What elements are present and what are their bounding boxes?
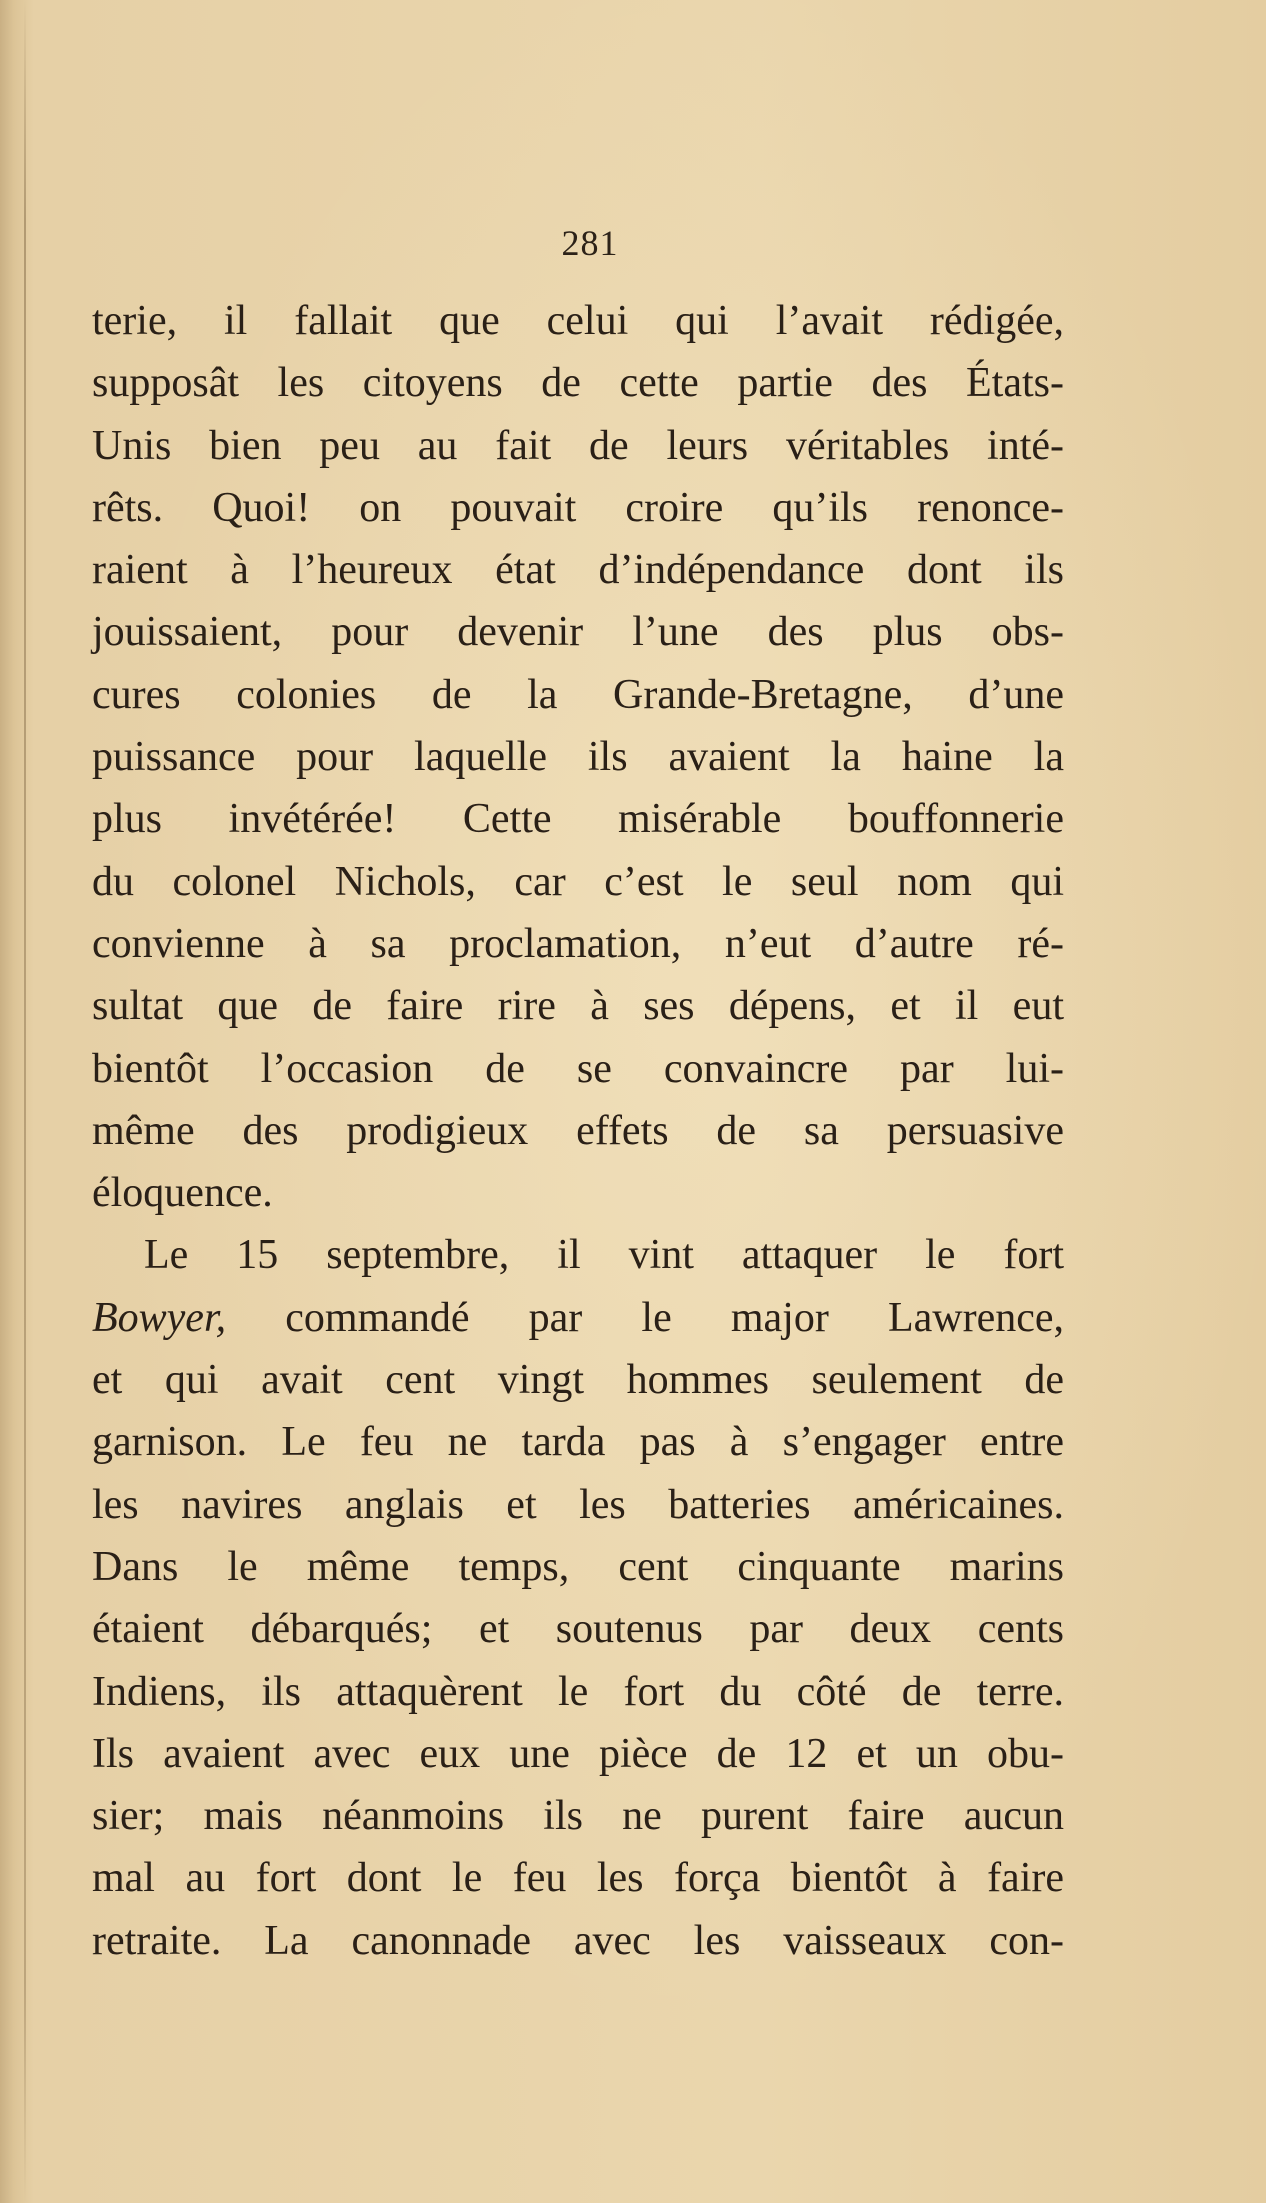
text-line: bientôt l’occasion de se convaincre par lui- — [92, 1045, 1064, 1092]
text-line: sier; mais néanmoins ils ne purent faire aucun — [92, 1793, 1064, 1840]
text-line: garnison. Le feu ne tarda pas à s’engager entre — [92, 1419, 1064, 1466]
text-line: rêts. Quoi! on pouvait croire qu’ils renonce- — [92, 484, 1064, 531]
text-line: du colonel Nichols, car c’est le seul nom qui — [92, 858, 1064, 905]
text-line: supposât les citoyens de cette partie des États- — [92, 360, 1064, 407]
text-line: convienne à sa proclamation, n’eut d’autre ré- — [92, 920, 1064, 967]
text-line: et qui avait cent vingt hommes seulement de — [92, 1357, 1064, 1404]
text-line: puissance pour laquelle ils avaient la haine la — [92, 734, 1064, 781]
fort-name: Bowyer, — [92, 1294, 227, 1341]
text-line: Ils avaient avec eux une pièce de 12 et un obu- — [92, 1730, 1064, 1777]
text-line: Dans le même temps, cent cinquante marins — [92, 1543, 1064, 1590]
text-line-with-emphasis — [92, 1287, 1064, 1349]
text-line: raient à l’heureux état d’indépendance dont ils — [92, 547, 1064, 594]
page-number: 281 — [561, 223, 619, 263]
text-line: Unis bien peu au fait de leurs véritables inté- — [92, 422, 1064, 469]
text-line: plus invétérée! Cette misérable bouffonnerie — [92, 796, 1064, 843]
text-line: mal au fort dont le feu les força bientôt à faire — [92, 1855, 1064, 1902]
text-line: Indiens, ils attaquèrent le fort du côté de terre. — [92, 1668, 1064, 1715]
text-line: sultat que de faire rire à ses dépens, et il eut — [92, 983, 1064, 1030]
text-line: cures colonies de la Grande-Bretagne, d’une — [92, 671, 1064, 718]
text-line: éloquence. — [92, 1170, 273, 1217]
text-line: Le 15 septembre, il vint attaquer le fort — [144, 1232, 1064, 1279]
text-line-rest: commandé par le major Lawrence, — [285, 1294, 1064, 1341]
text-line: terie, il fallait que celui qui l’avait rédigée, — [92, 298, 1064, 344]
text-line: jouissaient, pour devenir l’une des plus obs- — [92, 609, 1064, 656]
body-text — [92, 290, 1064, 1972]
binding-gutter — [24, 0, 26, 2203]
text-line: retraite. La canonnade avec les vaisseaux con- — [92, 1917, 1064, 1964]
text-line: même des prodigieux effets de sa persuasive — [92, 1107, 1064, 1154]
text-line: les navires anglais et les batteries américaines. — [92, 1481, 1064, 1528]
text-line: étaient débarqués; et soutenus par deux cents — [92, 1606, 1064, 1653]
